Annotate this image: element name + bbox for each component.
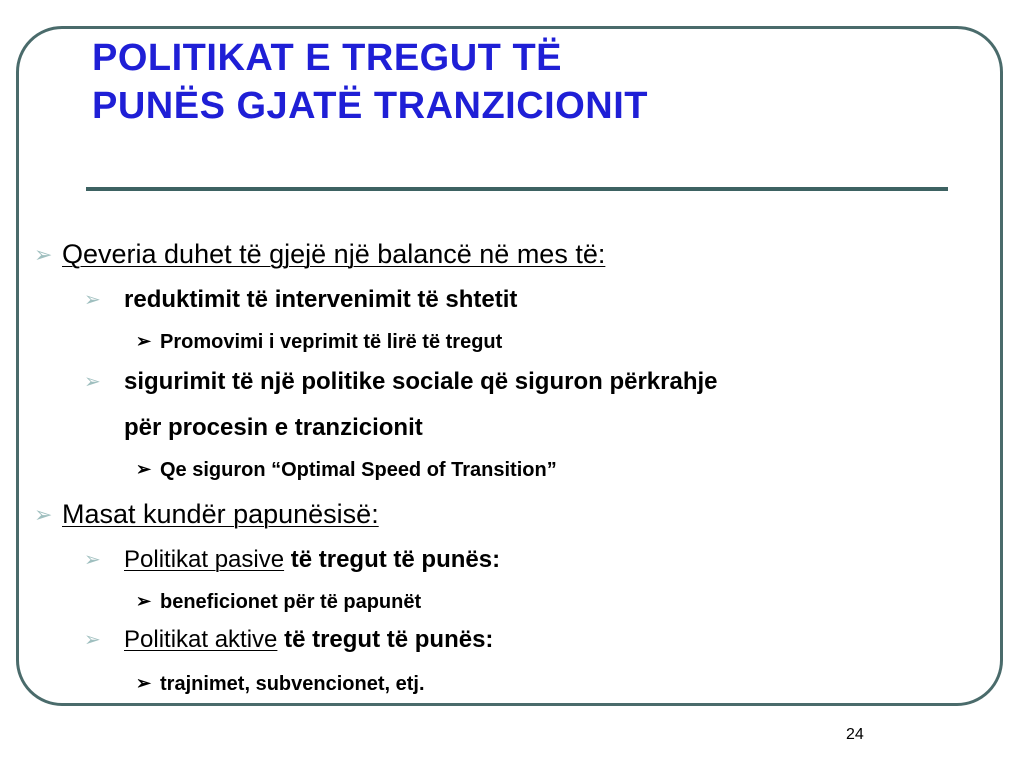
bullet-item: [34, 236, 605, 273]
bullet-item: [84, 544, 500, 576]
arrow-bullet-icon: ➢: [84, 629, 101, 651]
bullet-text: Masat kundër papunësisë:: [62, 499, 379, 529]
arrow-bullet-icon: ➢: [136, 591, 152, 611]
bullet-text: beneficionet për të papunët: [160, 591, 422, 613]
bullet-text-underlined: Politikat aktive: [124, 626, 278, 653]
arrow-bullet-icon: ➢: [136, 673, 152, 693]
bullet-text-bold: të tregut të punës:: [277, 626, 494, 653]
bullet-text-bold: të tregut të punës:: [284, 546, 501, 573]
bullet-text: Qe siguron “Optimal Speed of Transition”: [160, 459, 557, 481]
title-line-2: PUNËS GJATË TRANZICIONIT: [92, 85, 648, 127]
bullet-item: [84, 284, 517, 316]
bullet-item: [84, 624, 493, 656]
arrow-bullet-icon: ➢: [84, 549, 101, 571]
arrow-bullet-icon: ➢: [84, 371, 101, 393]
arrow-bullet-icon: ➢: [34, 242, 53, 267]
bullet-item: [136, 670, 425, 697]
bullet-item: [84, 366, 718, 398]
bullet-item: [34, 496, 379, 533]
arrow-bullet-icon: ➢: [136, 331, 152, 351]
bullet-item: [136, 456, 557, 483]
bullet-item: [136, 328, 502, 355]
arrow-bullet-icon: ➢: [34, 502, 53, 527]
bullet-text: Qeveria duhet të gjejë një balancë në mes të:: [62, 239, 606, 269]
page-number: 24: [846, 726, 864, 743]
arrow-bullet-icon: ➢: [84, 289, 101, 311]
bullet-text: sigurimit të një politike sociale që siguron përkrahje: [124, 368, 718, 395]
bullet-text: Promovimi i veprimit të lirë të tregut: [160, 331, 503, 353]
bullet-item: [136, 588, 421, 615]
arrow-bullet-icon: ➢: [136, 459, 152, 479]
bullet-text-underlined: Politikat pasive: [124, 546, 285, 573]
bullet-text: trajnimet, subvencionet, etj.: [160, 673, 425, 695]
bullet-text: reduktimit të intervenimit të shtetit: [124, 286, 518, 313]
bullet-text-continuation: për procesin e tranzicionit: [124, 414, 423, 441]
title-line-1: POLITIKAT E TREGUT TË: [92, 37, 563, 79]
